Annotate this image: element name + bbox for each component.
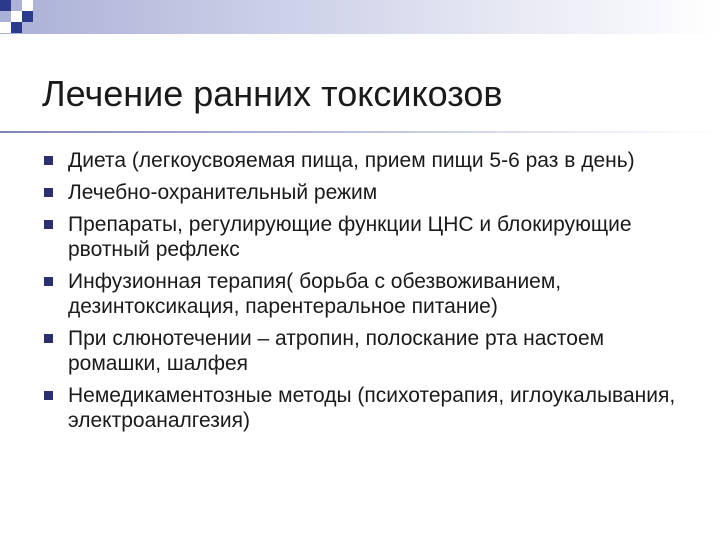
- list-item: [42, 180, 682, 205]
- square-bullet-icon: [44, 156, 53, 165]
- list-item-text: Диета (легкоусвояемая пища, прием пищи 5-6 раз в день): [68, 149, 635, 172]
- corner-square: [11, 11, 22, 22]
- corner-square: [0, 0, 11, 11]
- list-item: [42, 326, 682, 376]
- corner-square: [22, 0, 33, 11]
- corner-square: [0, 22, 11, 33]
- square-bullet-icon: [44, 220, 53, 229]
- corner-square: [11, 22, 22, 33]
- list-item-text: Препараты, регулирующие функции ЦНС и блокирующие рвотный рефлекс: [68, 213, 632, 261]
- list-item: [42, 383, 682, 433]
- title-divider: [0, 131, 720, 133]
- square-bullet-icon: [44, 391, 53, 400]
- slide-title: Лечение ранних токсикозов: [42, 73, 503, 114]
- list-item-text: При слюнотечении – атропин, полоскание рта настоем ромашки, шалфея: [68, 327, 605, 375]
- list-item: [42, 212, 682, 262]
- square-bullet-icon: [44, 334, 53, 343]
- square-bullet-icon: [44, 277, 53, 286]
- list-item: [42, 148, 682, 173]
- list-item: [42, 269, 682, 319]
- square-bullet-icon: [44, 188, 53, 197]
- list-item-text: Немедикаментозные методы (психотерапия, иглоукалывания, электроаналгезия): [68, 384, 676, 432]
- list-item-text: Лечебно-охранительный режим: [68, 181, 378, 204]
- corner-square: [22, 11, 33, 22]
- header-band: [0, 0, 720, 34]
- list-item-text: Инфузионная терапия( борьба с обезвоживанием, дезинтоксикация, парентеральное питание): [68, 270, 562, 318]
- bullet-list: [42, 148, 682, 440]
